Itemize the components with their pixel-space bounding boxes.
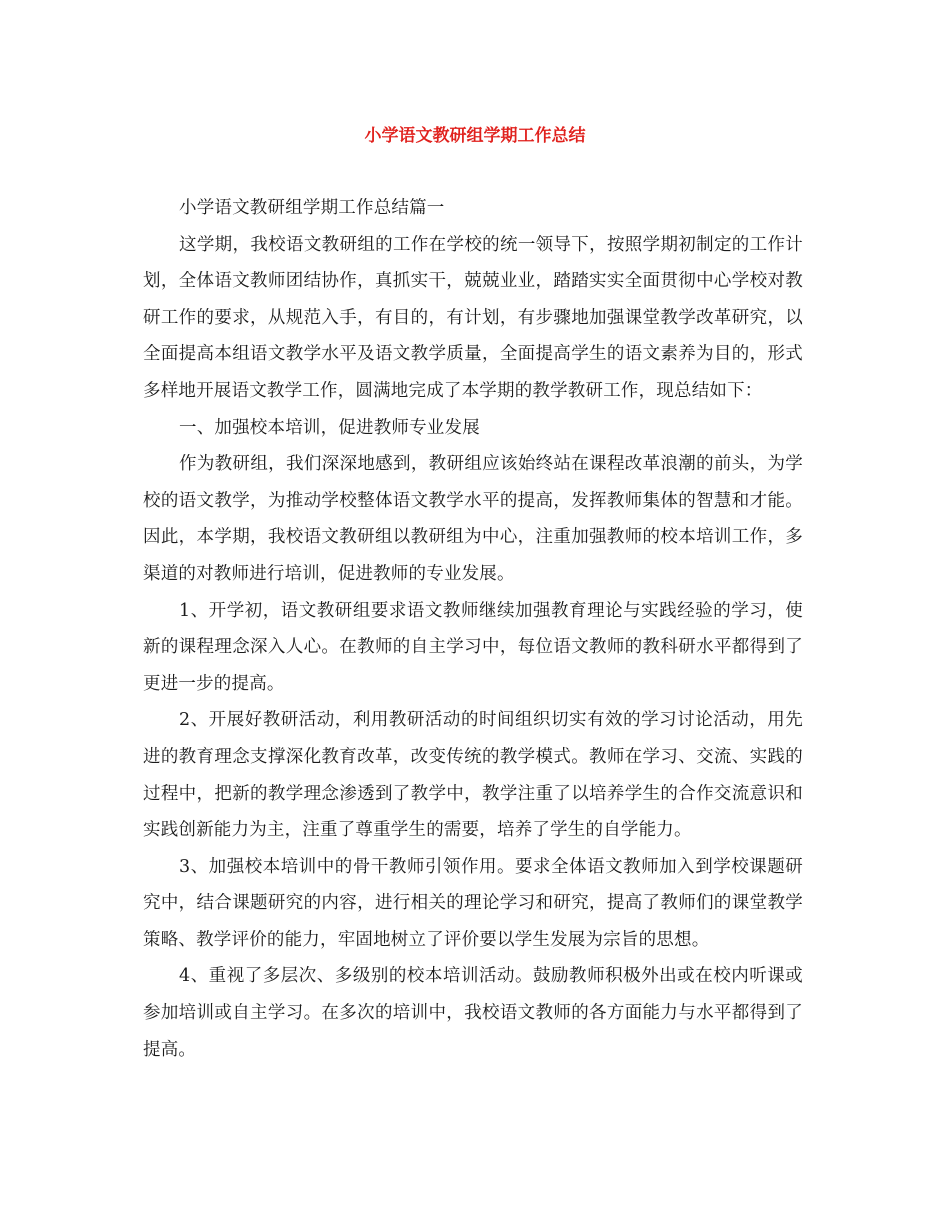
paragraph: 这学期，我校语文教研组的工作在学校的统一领导下，按照学期初制定的工作计划，全体语文教师团结协作，真抓实干，兢兢业业，踏踏实实全面贯彻中心学校对教研工作的要求，从规范入手，有目的，有计划，有步骤地加强课堂教学改革研究，以全面提高本组语文教学水平及语文教学质量，全面提高学生的语文素养为目的，形式多样地开展语文教学工作，圆满地完成了本学期的教学教研工作，现总结如下： [143,234,803,401]
paragraph: 作为教研组，我们深深地感到，教研组应该始终站在课程改革浪潮的前头，为学校的语文教学，为推动学校整体语文教学水平的提高，发挥教师集体的智慧和才能。因此，本学期，我校语文教研组以教研组为中心，注重加强教师的校本培训工作，多渠道的对教师进行培训，促进教师的专业发展。 [143,454,803,584]
section-heading: 小学语文教研组学期工作总结篇一 [179,198,445,218]
paragraph: 2、开展好教研活动，利用教研活动的时间组织切实有效的学习讨论活动，用先进的教育理念支撑深化教育改革，改变传统的教学模式。教师在学习、交流、实践的过程中，把新的教学理念渗透到了教学中，教学注重了以培养学生的合作交流意识和实践创新能力为主，注重了尊重学生的需要，培养了学生的自学能力。 [143,710,803,841]
paragraph: 1、开学初，语文教研组要求语文教师继续加强教育理论与实践经验的学习，使新的课程理念深入人心。在教师的自主学习中，每位语文教师的教科研水平都得到了更进一步的提高。 [143,600,803,694]
section-heading: 一、加强校本培训，促进教师专业发展 [179,417,480,438]
paragraph: 4、重视了多层次、多级别的校本培训活动。鼓励教师积极外出或在校内听课或参加培训或自主学习。在多次的培训中，我校语文教师的各方面能力与水平都得到了提高。 [143,966,803,1060]
document-title: 小学语文教研组学期工作总结 [364,126,586,146]
document-body [143,190,803,1068]
paragraph: 3、加强校本培训中的骨干教师引领作用。要求全体语文教师加入到学校课题研究中，结合课题研究的内容，进行相关的理论学习和研究，提高了教师们的课堂教学策略、教学评价的能力，牢固地树立了评价要以学生发展为宗旨的思想。 [143,856,803,950]
